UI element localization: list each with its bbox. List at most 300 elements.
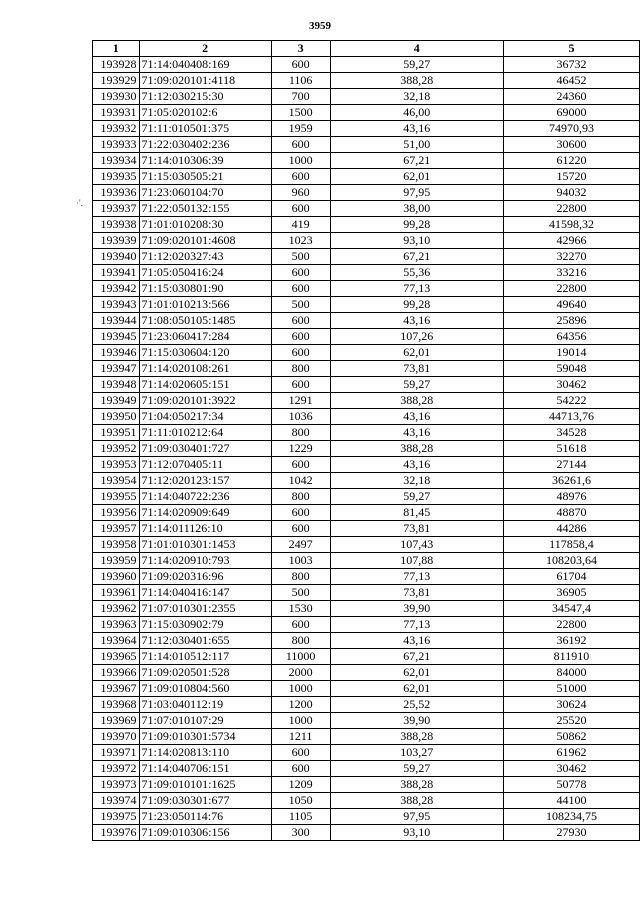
- rate-cell: 39,90: [330, 601, 503, 617]
- table-row: [93, 457, 640, 473]
- cadastral-number-cell: 71:14:020813:110: [139, 745, 271, 761]
- amount-cell: 69000: [503, 105, 639, 121]
- cadastral-number-cell: 71:23:060104:70: [139, 185, 271, 201]
- row-number-cell: 193968: [93, 697, 140, 713]
- rate-cell: 67,21: [330, 649, 503, 665]
- header-row: [93, 41, 640, 57]
- rate-cell: 43,16: [330, 409, 503, 425]
- area-cell: 419: [271, 217, 330, 233]
- column-header-3: 3: [271, 41, 330, 57]
- cadastral-number-cell: 71:14:020605:151: [139, 377, 271, 393]
- rate-cell: 73,81: [330, 521, 503, 537]
- table-row: [93, 617, 640, 633]
- row-number-cell: 193931: [93, 105, 140, 121]
- table-row: [93, 825, 640, 841]
- area-cell: 1291: [271, 393, 330, 409]
- row-number-cell: 193964: [93, 633, 140, 649]
- rate-cell: 62,01: [330, 345, 503, 361]
- column-header-2: 2: [139, 41, 271, 57]
- table-row: [93, 425, 640, 441]
- cadastral-number-cell: 71:09:020101:3922: [139, 393, 271, 409]
- table-row: [93, 73, 640, 89]
- table-row: [93, 601, 640, 617]
- margin-mark: ·'.: [76, 198, 83, 208]
- row-number-cell: 193974: [93, 793, 140, 809]
- row-number-cell: 193941: [93, 265, 140, 281]
- cadastral-number-cell: 71:01:010301:1453: [139, 537, 271, 553]
- cadastral-number-cell: 71:12:030401:655: [139, 633, 271, 649]
- row-number-cell: 193958: [93, 537, 140, 553]
- cadastral-number-cell: 71:04:050217:34: [139, 409, 271, 425]
- table-row: [93, 57, 640, 73]
- row-number-cell: 193938: [93, 217, 140, 233]
- cadastral-number-cell: 71:11:010212:64: [139, 425, 271, 441]
- area-cell: 600: [271, 201, 330, 217]
- page-number: 3959: [309, 20, 331, 32]
- table-row: [93, 185, 640, 201]
- table-row: [93, 585, 640, 601]
- area-cell: 600: [271, 521, 330, 537]
- rate-cell: 99,28: [330, 217, 503, 233]
- area-cell: 1229: [271, 441, 330, 457]
- area-cell: 1003: [271, 553, 330, 569]
- cadastral-number-cell: 71:05:020102:6: [139, 105, 271, 121]
- cadastral-number-cell: 71:14:020108:261: [139, 361, 271, 377]
- amount-cell: 22800: [503, 617, 639, 633]
- area-cell: 1530: [271, 601, 330, 617]
- table-row: [93, 761, 640, 777]
- area-cell: 600: [271, 761, 330, 777]
- amount-cell: 44286: [503, 521, 639, 537]
- table-row: [93, 105, 640, 121]
- row-number-cell: 193963: [93, 617, 140, 633]
- cadastral-number-cell: 71:08:050105:1485: [139, 313, 271, 329]
- cadastral-number-cell: 71:14:020909:649: [139, 505, 271, 521]
- row-number-cell: 193973: [93, 777, 140, 793]
- amount-cell: 30462: [503, 377, 639, 393]
- area-cell: 2497: [271, 537, 330, 553]
- row-number-cell: 193950: [93, 409, 140, 425]
- amount-cell: 50862: [503, 729, 639, 745]
- table-row: [93, 201, 640, 217]
- row-number-cell: 193943: [93, 297, 140, 313]
- table-row: [93, 713, 640, 729]
- amount-cell: 51000: [503, 681, 639, 697]
- registry-table: [92, 40, 640, 841]
- row-number-cell: 193948: [93, 377, 140, 393]
- cadastral-number-cell: 71:15:030902:79: [139, 617, 271, 633]
- amount-cell: 46452: [503, 73, 639, 89]
- cadastral-number-cell: 71:23:050114:76: [139, 809, 271, 825]
- area-cell: 1200: [271, 697, 330, 713]
- rate-cell: 97,95: [330, 185, 503, 201]
- cadastral-number-cell: 71:14:040706:151: [139, 761, 271, 777]
- row-number-cell: 193944: [93, 313, 140, 329]
- rate-cell: 107,88: [330, 553, 503, 569]
- cadastral-number-cell: 71:12:030215:30: [139, 89, 271, 105]
- table-header: [93, 41, 640, 57]
- area-cell: 600: [271, 617, 330, 633]
- table-row: [93, 809, 640, 825]
- cadastral-number-cell: 71:09:030301:677: [139, 793, 271, 809]
- row-number-cell: 193940: [93, 249, 140, 265]
- row-number-cell: 193937: [93, 201, 140, 217]
- amount-cell: 50778: [503, 777, 639, 793]
- cadastral-number-cell: 71:01:010208:30: [139, 217, 271, 233]
- area-cell: 1106: [271, 73, 330, 89]
- cadastral-number-cell: 71:09:020316:96: [139, 569, 271, 585]
- row-number-cell: 193947: [93, 361, 140, 377]
- area-cell: 600: [271, 457, 330, 473]
- area-cell: 600: [271, 281, 330, 297]
- rate-cell: 77,13: [330, 617, 503, 633]
- row-number-cell: 193971: [93, 745, 140, 761]
- cadastral-number-cell: 71:01:010213:566: [139, 297, 271, 313]
- cadastral-number-cell: 71:14:011126:10: [139, 521, 271, 537]
- table-row: [93, 729, 640, 745]
- row-number-cell: 193935: [93, 169, 140, 185]
- table-row: [93, 473, 640, 489]
- rate-cell: 43,16: [330, 313, 503, 329]
- row-number-cell: 193975: [93, 809, 140, 825]
- row-number-cell: 193949: [93, 393, 140, 409]
- cadastral-number-cell: 71:09:020501:528: [139, 665, 271, 681]
- rate-cell: 73,81: [330, 585, 503, 601]
- rate-cell: 388,28: [330, 73, 503, 89]
- table-row: [93, 745, 640, 761]
- rate-cell: 77,13: [330, 569, 503, 585]
- row-number-cell: 193928: [93, 57, 140, 73]
- area-cell: 1036: [271, 409, 330, 425]
- rate-cell: 81,45: [330, 505, 503, 521]
- amount-cell: 36732: [503, 57, 639, 73]
- cadastral-number-cell: 71:12:020327:43: [139, 249, 271, 265]
- amount-cell: 22800: [503, 281, 639, 297]
- table-row: [93, 793, 640, 809]
- cadastral-number-cell: 71:09:010804:560: [139, 681, 271, 697]
- table-row: [93, 313, 640, 329]
- rate-cell: 62,01: [330, 681, 503, 697]
- rate-cell: 62,01: [330, 169, 503, 185]
- rate-cell: 39,90: [330, 713, 503, 729]
- table-row: [93, 169, 640, 185]
- area-cell: 1105: [271, 809, 330, 825]
- rate-cell: 43,16: [330, 633, 503, 649]
- area-cell: 600: [271, 169, 330, 185]
- row-number-cell: 193972: [93, 761, 140, 777]
- row-number-cell: 193962: [93, 601, 140, 617]
- area-cell: 600: [271, 329, 330, 345]
- area-cell: 1500: [271, 105, 330, 121]
- amount-cell: 22800: [503, 201, 639, 217]
- cadastral-number-cell: 71:09:030401:727: [139, 441, 271, 457]
- table-row: [93, 121, 640, 137]
- row-number-cell: 193965: [93, 649, 140, 665]
- cadastral-number-cell: 71:07:010301:2355: [139, 601, 271, 617]
- amount-cell: 27144: [503, 457, 639, 473]
- amount-cell: 49640: [503, 297, 639, 313]
- cadastral-number-cell: 71:15:030801:90: [139, 281, 271, 297]
- rate-cell: 32,18: [330, 473, 503, 489]
- cadastral-number-cell: 71:14:020910:793: [139, 553, 271, 569]
- row-number-cell: 193929: [93, 73, 140, 89]
- amount-cell: 61220: [503, 153, 639, 169]
- row-number-cell: 193967: [93, 681, 140, 697]
- cadastral-number-cell: 71:12:070405:11: [139, 457, 271, 473]
- cadastral-number-cell: 71:14:010512:117: [139, 649, 271, 665]
- amount-cell: 32270: [503, 249, 639, 265]
- table-row: [93, 281, 640, 297]
- table-row: [93, 489, 640, 505]
- row-number-cell: 193939: [93, 233, 140, 249]
- rate-cell: 59,27: [330, 57, 503, 73]
- amount-cell: 41598,32: [503, 217, 639, 233]
- rate-cell: 388,28: [330, 441, 503, 457]
- amount-cell: 59048: [503, 361, 639, 377]
- table-row: [93, 681, 640, 697]
- rate-cell: 51,00: [330, 137, 503, 153]
- rate-cell: 55,36: [330, 265, 503, 281]
- row-number-cell: 193959: [93, 553, 140, 569]
- rate-cell: 43,16: [330, 457, 503, 473]
- rate-cell: 93,10: [330, 233, 503, 249]
- amount-cell: 24360: [503, 89, 639, 105]
- table-row: [93, 441, 640, 457]
- cadastral-number-cell: 71:05:050416:24: [139, 265, 271, 281]
- area-cell: 800: [271, 425, 330, 441]
- rate-cell: 32,18: [330, 89, 503, 105]
- rate-cell: 388,28: [330, 777, 503, 793]
- area-cell: 2000: [271, 665, 330, 681]
- amount-cell: 84000: [503, 665, 639, 681]
- rate-cell: 25,52: [330, 697, 503, 713]
- amount-cell: 94032: [503, 185, 639, 201]
- table-row: [93, 89, 640, 105]
- table-row: [93, 569, 640, 585]
- table-row: [93, 329, 640, 345]
- row-number-cell: 193946: [93, 345, 140, 361]
- rate-cell: 388,28: [330, 393, 503, 409]
- cadastral-number-cell: 71:14:040416:147: [139, 585, 271, 601]
- row-number-cell: 193969: [93, 713, 140, 729]
- row-number-cell: 193957: [93, 521, 140, 537]
- table-row: [93, 505, 640, 521]
- amount-cell: 34528: [503, 425, 639, 441]
- area-cell: 1000: [271, 713, 330, 729]
- area-cell: 800: [271, 489, 330, 505]
- amount-cell: 811910: [503, 649, 639, 665]
- amount-cell: 64356: [503, 329, 639, 345]
- table-row: [93, 217, 640, 233]
- table-row: [93, 697, 640, 713]
- cadastral-number-cell: 71:22:030402:236: [139, 137, 271, 153]
- cadastral-number-cell: 71:09:020101:4608: [139, 233, 271, 249]
- table-row: [93, 377, 640, 393]
- column-header-5: 5: [503, 41, 639, 57]
- amount-cell: 33216: [503, 265, 639, 281]
- table-row: [93, 361, 640, 377]
- rate-cell: 388,28: [330, 793, 503, 809]
- row-number-cell: 193945: [93, 329, 140, 345]
- area-cell: 600: [271, 377, 330, 393]
- table-row: [93, 633, 640, 649]
- area-cell: 300: [271, 825, 330, 841]
- area-cell: 800: [271, 633, 330, 649]
- row-number-cell: 193942: [93, 281, 140, 297]
- area-cell: 1050: [271, 793, 330, 809]
- cadastral-number-cell: 71:09:010301:5734: [139, 729, 271, 745]
- row-number-cell: 193936: [93, 185, 140, 201]
- amount-cell: 30600: [503, 137, 639, 153]
- cadastral-number-cell: 71:15:030505:21: [139, 169, 271, 185]
- rate-cell: 107,43: [330, 537, 503, 553]
- amount-cell: 42966: [503, 233, 639, 249]
- amount-cell: 27930: [503, 825, 639, 841]
- rate-cell: 107,26: [330, 329, 503, 345]
- rate-cell: 67,21: [330, 153, 503, 169]
- rate-cell: 59,27: [330, 761, 503, 777]
- area-cell: 600: [271, 745, 330, 761]
- area-cell: 500: [271, 585, 330, 601]
- amount-cell: 48976: [503, 489, 639, 505]
- row-number-cell: 193953: [93, 457, 140, 473]
- area-cell: 1209: [271, 777, 330, 793]
- table-row: [93, 345, 640, 361]
- amount-cell: 30624: [503, 697, 639, 713]
- cadastral-number-cell: 71:11:010501:375: [139, 121, 271, 137]
- amount-cell: 61962: [503, 745, 639, 761]
- table-row: [93, 649, 640, 665]
- table-row: [93, 521, 640, 537]
- row-number-cell: 193970: [93, 729, 140, 745]
- area-cell: 1000: [271, 153, 330, 169]
- amount-cell: 25896: [503, 313, 639, 329]
- rate-cell: 38,00: [330, 201, 503, 217]
- amount-cell: 61704: [503, 569, 639, 585]
- cadastral-number-cell: 71:07:010107:29: [139, 713, 271, 729]
- row-number-cell: 193930: [93, 89, 140, 105]
- row-number-cell: 193966: [93, 665, 140, 681]
- amount-cell: 54222: [503, 393, 639, 409]
- amount-cell: 19014: [503, 345, 639, 361]
- row-number-cell: 193954: [93, 473, 140, 489]
- amount-cell: 44713,76: [503, 409, 639, 425]
- area-cell: 960: [271, 185, 330, 201]
- cadastral-number-cell: 71:22:050132:155: [139, 201, 271, 217]
- table-row: [93, 137, 640, 153]
- amount-cell: 36261,6: [503, 473, 639, 489]
- row-number-cell: 193951: [93, 425, 140, 441]
- row-number-cell: 193934: [93, 153, 140, 169]
- amount-cell: 74970,93: [503, 121, 639, 137]
- area-cell: 700: [271, 89, 330, 105]
- cadastral-number-cell: 71:09:010306:156: [139, 825, 271, 841]
- column-header-1: 1: [93, 41, 140, 57]
- row-number-cell: 193955: [93, 489, 140, 505]
- rate-cell: 93,10: [330, 825, 503, 841]
- area-cell: 11000: [271, 649, 330, 665]
- amount-cell: 108234,75: [503, 809, 639, 825]
- cadastral-number-cell: 71:12:020123:157: [139, 473, 271, 489]
- row-number-cell: 193976: [93, 825, 140, 841]
- cadastral-number-cell: 71:14:010306:39: [139, 153, 271, 169]
- rate-cell: 62,01: [330, 665, 503, 681]
- column-header-4: 4: [330, 41, 503, 57]
- table-row: [93, 553, 640, 569]
- rate-cell: 73,81: [330, 361, 503, 377]
- rate-cell: 97,95: [330, 809, 503, 825]
- rate-cell: 77,13: [330, 281, 503, 297]
- table-row: [93, 249, 640, 265]
- table-row: [93, 153, 640, 169]
- amount-cell: 48870: [503, 505, 639, 521]
- amount-cell: 51618: [503, 441, 639, 457]
- amount-cell: 44100: [503, 793, 639, 809]
- area-cell: 600: [271, 505, 330, 521]
- row-number-cell: 193952: [93, 441, 140, 457]
- area-cell: 600: [271, 313, 330, 329]
- table-row: [93, 409, 640, 425]
- table-row: [93, 297, 640, 313]
- table-row: [93, 777, 640, 793]
- area-cell: 600: [271, 57, 330, 73]
- rate-cell: 59,27: [330, 489, 503, 505]
- amount-cell: 25520: [503, 713, 639, 729]
- amount-cell: 34547,4: [503, 601, 639, 617]
- rate-cell: 59,27: [330, 377, 503, 393]
- area-cell: 1000: [271, 681, 330, 697]
- table-row: [93, 393, 640, 409]
- area-cell: 600: [271, 265, 330, 281]
- amount-cell: 36905: [503, 585, 639, 601]
- rate-cell: 67,21: [330, 249, 503, 265]
- rate-cell: 46,00: [330, 105, 503, 121]
- cadastral-number-cell: 71:15:030604:120: [139, 345, 271, 361]
- area-cell: 800: [271, 569, 330, 585]
- row-number-cell: 193960: [93, 569, 140, 585]
- rate-cell: 103,27: [330, 745, 503, 761]
- table-body: [93, 57, 640, 841]
- rate-cell: 388,28: [330, 729, 503, 745]
- area-cell: 1042: [271, 473, 330, 489]
- amount-cell: 15720: [503, 169, 639, 185]
- area-cell: 500: [271, 297, 330, 313]
- row-number-cell: 193933: [93, 137, 140, 153]
- amount-cell: 36192: [503, 633, 639, 649]
- row-number-cell: 193961: [93, 585, 140, 601]
- area-cell: 800: [271, 361, 330, 377]
- row-number-cell: 193956: [93, 505, 140, 521]
- cadastral-number-cell: 71:09:020101:4118: [139, 73, 271, 89]
- amount-cell: 117858,4: [503, 537, 639, 553]
- amount-cell: 30462: [503, 761, 639, 777]
- cadastral-number-cell: 71:23:060417:284: [139, 329, 271, 345]
- row-number-cell: 193932: [93, 121, 140, 137]
- cadastral-number-cell: 71:03:040112:19: [139, 697, 271, 713]
- rate-cell: 99,28: [330, 297, 503, 313]
- area-cell: 500: [271, 249, 330, 265]
- area-cell: 600: [271, 137, 330, 153]
- table-row: [93, 665, 640, 681]
- table-row: [93, 265, 640, 281]
- rate-cell: 43,16: [330, 425, 503, 441]
- area-cell: 600: [271, 345, 330, 361]
- cadastral-number-cell: 71:14:040722:236: [139, 489, 271, 505]
- area-cell: 1211: [271, 729, 330, 745]
- table-row: [93, 233, 640, 249]
- area-cell: 1959: [271, 121, 330, 137]
- area-cell: 1023: [271, 233, 330, 249]
